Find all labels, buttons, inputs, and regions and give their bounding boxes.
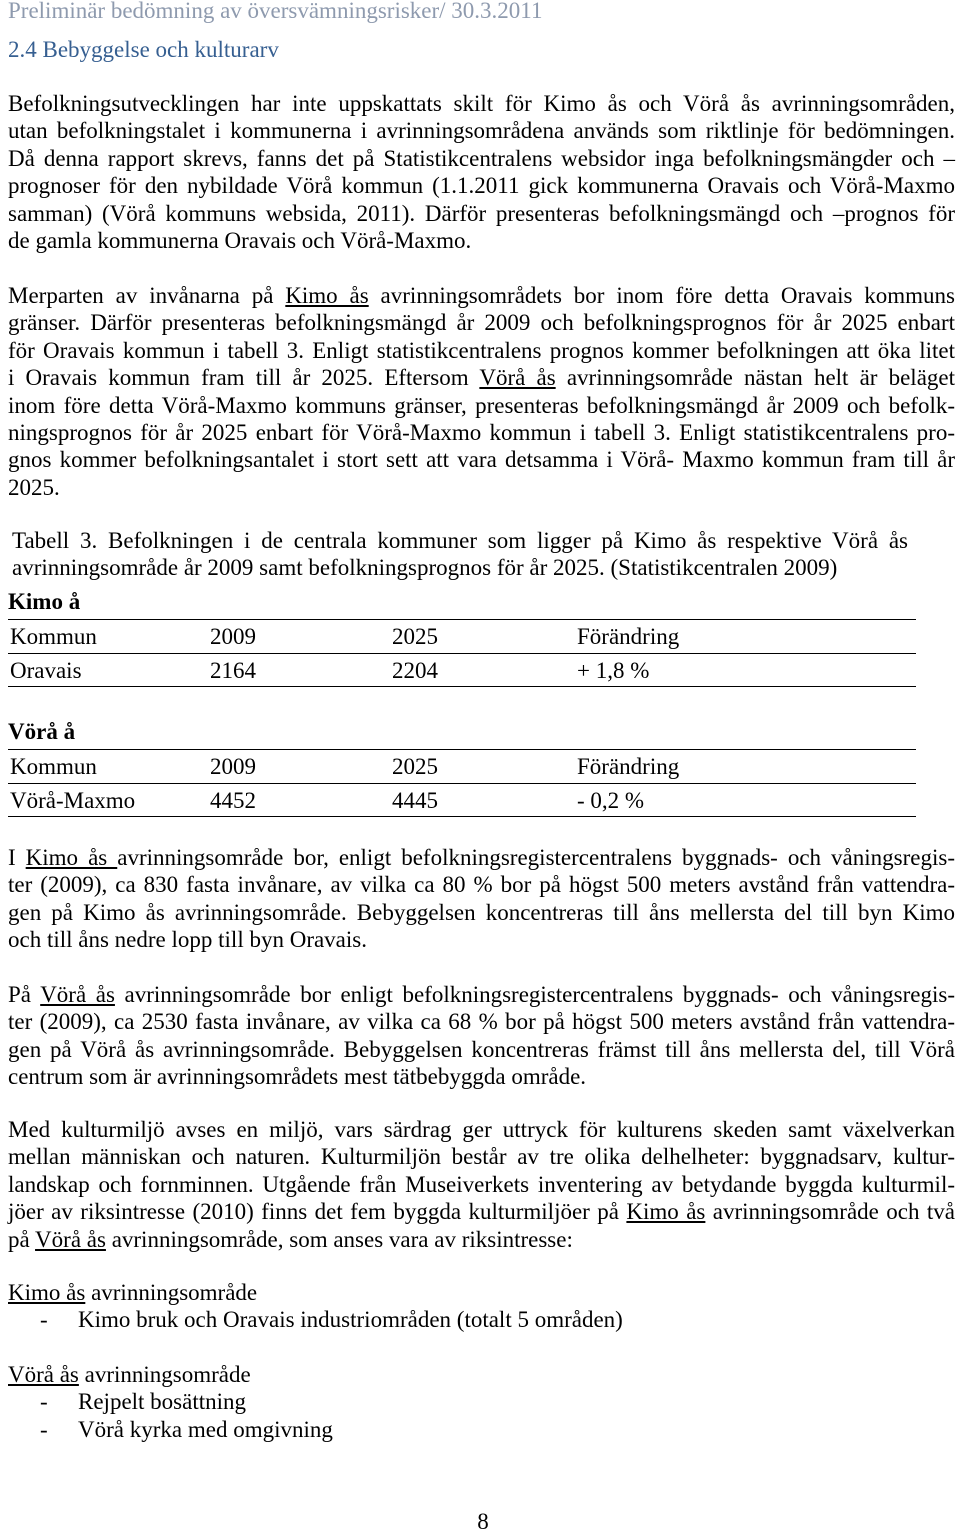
text-line: [8, 1008, 955, 1035]
text-run: avrinningsområde bor enligt befolkningsregistercentralens byggnads- och våningsregis-: [114, 982, 955, 1007]
text-run: I: [8, 845, 26, 870]
table-header-cell: Kommun: [10, 754, 97, 779]
text-run: för Oravais kommun i tabell 3. Enligt statistikcentralens prognos kommer befolkningen att öka litet: [8, 337, 955, 363]
table-cell: Oravais: [10, 657, 82, 683]
table-header-row: [8, 620, 916, 654]
list-bullet: -: [40, 1417, 48, 1442]
table-header-cell: 2025: [392, 624, 438, 649]
text-run: avrinningsområde nästan helt är beläget: [555, 365, 955, 391]
text-line: [8, 172, 955, 199]
population-table-vora: [8, 749, 916, 817]
text-line: [8, 899, 955, 926]
text-line: [8, 871, 955, 898]
text-line: [8, 1036, 955, 1063]
text-run: utan befolkningstalet i kommunerna i avrinningsområdena används som riktlinje för bedömningen.: [8, 118, 955, 144]
text-run: gnos kommer befolkningsantalet i stort sett att vara detsamma i Vörå- Maxmo kommun fram till år: [8, 447, 955, 473]
text-line: [8, 392, 955, 419]
text-run: avrinningsområdets bor inom före detta Oravais kommuns: [368, 283, 955, 308]
table-header-cell: 2009: [210, 754, 256, 779]
table-cell: 4452: [210, 787, 256, 813]
text-run: ter (2009), ca 2530 fasta invånare, av vilka ca 68 % bor på högst 500 meters avstånd från vattendra-: [8, 1009, 955, 1035]
list-item-text: Kimo bruk och Oravais industriområden (totalt 5 områden): [78, 1307, 623, 1332]
section-heading: 2.4 Bebyggelse och kulturarv: [8, 37, 279, 62]
text-line: [8, 1143, 955, 1170]
text-run: avrinningsområde: [78, 1362, 251, 1387]
text-run: gränser. Därför presenteras befolkningsmängd år 2009 och befolkningsprognos för år 2025 enbart: [8, 310, 955, 336]
table-header-cell: Förändring: [577, 624, 680, 649]
text-line: [8, 1116, 955, 1143]
table-header-cell: 2025: [392, 754, 438, 779]
list-item: [40, 1416, 333, 1443]
text-run: Med kulturmiljö avses en miljö, vars särdrag ger uttryck för kulturens skeden samt växelverkan: [8, 1117, 955, 1142]
underlined-place-name: Vörå ås: [40, 982, 115, 1007]
text-run: Tabell 3. Befolkningen i de centrala kommuner som ligger på Kimo ås respektive Vörå ås: [12, 528, 908, 553]
text-run: avrinningsområde år 2009 samt befolkningsprognos för år 2025. (Statistikcentralen 2009): [12, 555, 838, 581]
underlined-place-name: Kimo ås: [285, 283, 369, 308]
text-line: [8, 337, 955, 364]
text-line: [8, 446, 955, 473]
text-line: [12, 554, 908, 581]
text-run: avrinningsområde, som anses vara av riksintresse:: [105, 1226, 573, 1252]
list-item-text: Rejpelt bosättning: [78, 1389, 247, 1414]
underlined-place-name: Kimo ås: [626, 1199, 706, 1225]
underlined-place-name: Vörå ås: [479, 365, 556, 391]
text-run: landskap och fornminnen. Utgående från Museiverkets inventering av betydande byggda kulturmil-: [8, 1171, 955, 1197]
text-run: ningsprognos för år 2025 enbart för Vörå-Maxmo kommun i tabell 3. Enligt statistikcentralens pro-: [8, 419, 955, 445]
text-line: [8, 90, 955, 117]
page-number: 8: [477, 1509, 489, 1534]
table-cell: 4445: [392, 787, 438, 813]
text-run: På: [8, 982, 41, 1007]
text-line: [12, 527, 908, 554]
text-run: centrum som är avrinningsområdets mest tätbebyggda område.: [8, 1064, 587, 1090]
table-header-cell: Förändring: [577, 754, 680, 779]
list-item: [40, 1388, 246, 1415]
text-run: inom före detta Vörå-Maxmo kommuns gränser, presenteras befolkningsmängd år 2009 och befolk-: [8, 392, 955, 418]
text-run: samman) (Vörå kommuns websida, 2011). Därför presenteras befolkningsmängd och –prognos för: [8, 200, 955, 226]
table-row: [8, 784, 916, 818]
list-bullet: -: [40, 1307, 48, 1332]
text-line: [8, 1198, 955, 1225]
underlined-place-name: Vörå ås: [8, 1362, 79, 1387]
text-line: [8, 117, 955, 144]
text-line: [8, 981, 955, 1008]
table-header-cell: Kommun: [10, 624, 97, 649]
list-heading-vora: [8, 1361, 251, 1388]
text-line: [8, 200, 955, 227]
text-line: [8, 1171, 955, 1198]
page-header: Preliminär bedömning av översvämningsrisker/ 30.3.2011: [8, 0, 543, 23]
text-run: Merparten av invånarna på: [8, 283, 286, 308]
text-run: gen på Vörå ås avrinningsområde. Bebyggelsen koncentreras främst till åns mellersta del, till Vörå: [8, 1036, 955, 1062]
text-run: på: [8, 1226, 36, 1252]
text-line: [8, 1226, 955, 1253]
text-run: avrinningsområde och två: [705, 1199, 956, 1225]
text-line: [8, 926, 955, 953]
text-run: mellan människan och naturen. Kulturmiljön består av tre olika delhelheter: byggnadsarv, kultur-: [8, 1144, 955, 1170]
table-header-row: [8, 750, 916, 784]
text-line: [8, 844, 955, 871]
text-run: och till åns nedre lopp till byn Oravais.: [8, 927, 367, 953]
table-cell: - 0,2 %: [577, 787, 645, 813]
text-line: [8, 419, 955, 446]
text-line: [8, 474, 955, 501]
text-line: [8, 282, 955, 309]
text-run: de gamla kommunerna Oravais och Vörå-Maxmo.: [8, 227, 472, 253]
table-label-kimo: Kimo å: [8, 589, 81, 614]
table-cell: + 1,8 %: [577, 657, 650, 683]
paragraph-cultural-environment: [8, 1116, 955, 1253]
list-item: [40, 1306, 623, 1333]
population-table-kimo: [8, 619, 916, 687]
text-run: Befolkningsutvecklingen har inte uppskattats skilt för Kimo ås och Vörå ås avrinningsområden,: [8, 91, 955, 116]
text-run: jöer av riksintresse (2010) finns det fem byggda kulturmiljöer på: [8, 1199, 627, 1225]
text-line: [8, 309, 955, 336]
text-run: 2025.: [8, 474, 60, 500]
table-header-cell: 2009: [210, 624, 256, 649]
underlined-place-name: Kimo ås: [8, 1280, 86, 1305]
text-run: avrinningsområde: [85, 1280, 258, 1305]
table-cell: 2204: [392, 657, 438, 683]
table-cell: 2164: [210, 657, 256, 683]
table-caption: [12, 527, 908, 582]
text-run: avrinningsområde bor, enligt befolkningsregistercentralens byggnads- och våningsregis-: [117, 845, 955, 870]
text-line: [8, 1063, 955, 1090]
list-heading-kimo: [8, 1279, 257, 1306]
paragraph-population-areas: [8, 282, 955, 501]
table-label-vora: Vörå å: [8, 719, 76, 744]
list-item-text: Vörå kyrka med omgivning: [78, 1417, 333, 1442]
text-line: [8, 364, 955, 391]
text-run: prognoser för den nybildade Vörå kommun (1.1.2011 gick kommunerna Oravais och Vörå-Maxmo: [8, 173, 955, 199]
text-line: [8, 227, 955, 254]
paragraph-vora-settlement: [8, 981, 955, 1091]
text-run: Då denna rapport skrevs, fanns det på Statistikcentralens websidor inga befolkningsmängder och –: [8, 145, 955, 171]
table-cell: Vörå-Maxmo: [10, 787, 136, 813]
text-run: gen på Kimo ås avrinningsområde. Bebyggelsen koncentreras till åns mellersta del till byn Kimo: [8, 899, 955, 925]
list-bullet: -: [40, 1389, 48, 1414]
underlined-place-name: Kimo ås: [25, 845, 118, 870]
underlined-place-name: Vörå ås: [35, 1226, 106, 1252]
table-row: [8, 654, 916, 688]
text-line: [8, 145, 955, 172]
text-run: ter (2009), ca 830 fasta invånare, av vilka ca 80 % bor på högst 500 meters avstånd från vattendra-: [8, 872, 955, 898]
paragraph-kimo-settlement: [8, 844, 955, 954]
text-run: i Oravais kommun fram till år 2025. Eftersom: [8, 365, 480, 391]
paragraph-population-method: [8, 90, 955, 254]
